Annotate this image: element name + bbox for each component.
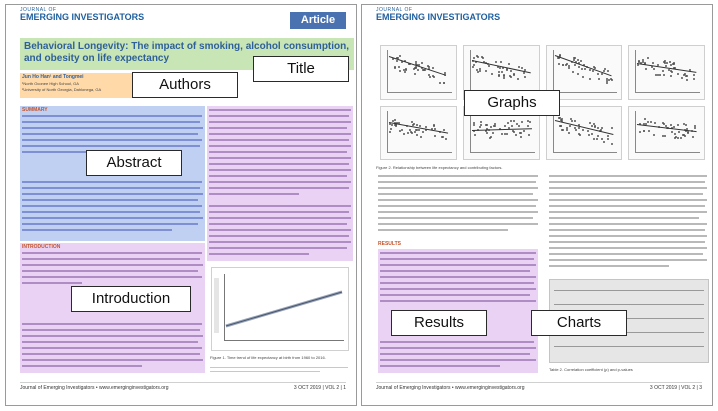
journal-small-name: JOURNAL OF bbox=[376, 7, 413, 13]
summary-heading: SUMMARY bbox=[22, 107, 48, 113]
journal-logo bbox=[376, 8, 500, 22]
figure-1-caption: Figure 1. Time trend of life expectancy at birth from 1960 to 2016. bbox=[210, 355, 326, 360]
results-heading: RESULTS bbox=[378, 241, 401, 247]
right-column-text-block bbox=[207, 106, 353, 261]
journal-small-name: JOURNAL OF bbox=[20, 7, 57, 13]
footer-rule bbox=[376, 382, 702, 383]
article-tag: Article bbox=[290, 12, 346, 29]
scatter-subplot bbox=[380, 106, 457, 161]
label-charts: Charts bbox=[531, 310, 627, 336]
journal-logo bbox=[20, 8, 144, 22]
table-2-caption: Table 2. Correlation coefficient (ρ) and p-values bbox=[549, 367, 633, 372]
label-results: Results bbox=[391, 310, 487, 336]
label-authors: Authors bbox=[132, 72, 238, 98]
label-introduction: Introduction bbox=[71, 286, 191, 312]
figure-1-trend-line bbox=[212, 268, 348, 350]
article-title: Behavioral Longevity: The impact of smoking, alcohol consumption, and obesity on life expectancy bbox=[20, 38, 354, 70]
footer-right: 3 OCT 2019 | VOL 2 | 1 bbox=[293, 385, 346, 391]
introduction-heading: INTRODUCTION bbox=[22, 244, 61, 250]
label-graphs: Graphs bbox=[464, 90, 560, 116]
footer-left: Journal of Emerging Investigators • www.emerginginvestigators.org bbox=[20, 385, 169, 391]
label-title: Title bbox=[253, 56, 349, 82]
page-2 bbox=[361, 4, 713, 406]
affiliation-1: ¹North Oconee High School, GA bbox=[22, 81, 79, 86]
footer-left: Journal of Emerging Investigators • www.emerginginvestigators.org bbox=[376, 385, 525, 391]
footer-rule bbox=[20, 382, 346, 383]
scatter-subplot bbox=[628, 106, 705, 161]
journal-big-name: EMERGING INVESTIGATORS bbox=[376, 12, 501, 22]
scatter-subplot bbox=[380, 45, 457, 100]
figure-2-caption: Figure 2. Relationship between life expectancy and contributing factors. bbox=[376, 165, 503, 170]
affiliation-2: ²University of North Georgia, Dahlonega, GA bbox=[22, 87, 102, 92]
journal-big-name: EMERGING INVESTIGATORS bbox=[20, 12, 145, 22]
figure-1-line-chart bbox=[211, 267, 349, 351]
authors-line: Jun Ho Han¹ and Tongmei bbox=[22, 74, 84, 80]
footer-right: 3 OCT 2019 | VOL 2 | 3 bbox=[649, 385, 702, 391]
label-abstract: Abstract bbox=[86, 150, 182, 176]
scatter-subplot bbox=[628, 45, 705, 100]
